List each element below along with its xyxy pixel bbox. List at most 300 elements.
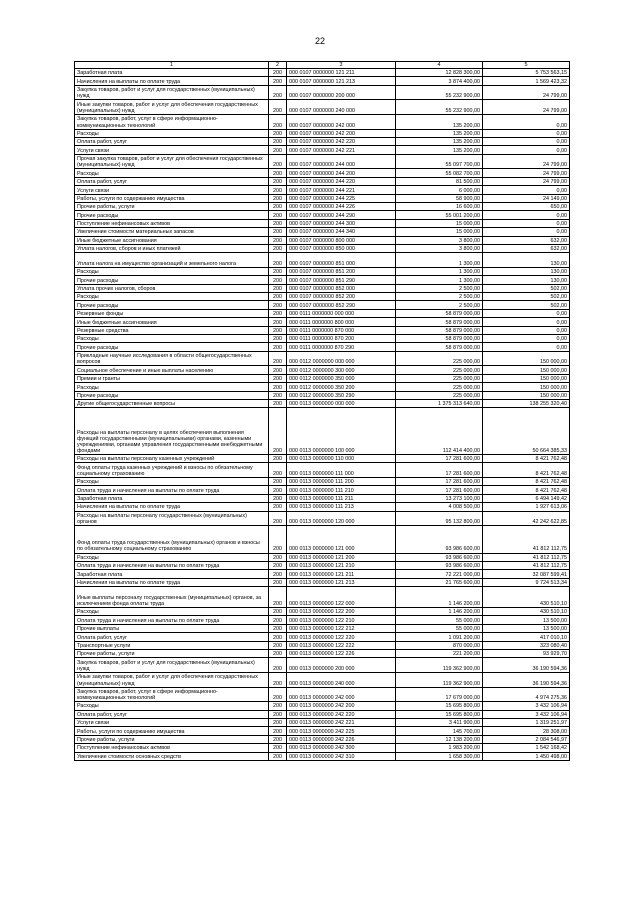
row-fact-cell: 8 421 762,48 (483, 454, 570, 462)
row-plan-cell: 145 700,00 (396, 727, 483, 735)
row-kbk-cell: 000 0113 0000000 242 000 (287, 687, 396, 702)
row-name-cell: Оплата работ, услуг (75, 177, 269, 185)
table-row (75, 744, 570, 752)
table-row (75, 194, 570, 202)
row-kbk-cell: 000 0112 0000000 350 290 (287, 391, 396, 399)
column-header: 2 (269, 62, 287, 69)
row-name-cell: Резервные фонды (75, 309, 269, 317)
row-fact-cell: 0,00 (483, 138, 570, 146)
row-kbk-cell: 000 0113 0000000 240 000 (287, 673, 396, 688)
table-row (75, 511, 570, 526)
row-fact-cell: 150 000,00 (483, 366, 570, 374)
row-name-cell: Прочие расходы (75, 391, 269, 399)
row-name-cell: Закупка товаров, работ и услуг для государственных (муниципальных) нужд (75, 658, 269, 673)
row-plan-cell: 6 000,00 (396, 186, 483, 194)
table-row (75, 326, 570, 334)
row-code-cell: 200 (269, 69, 287, 77)
row-fact-cell: 24 149,00 (483, 194, 570, 202)
row-plan-cell: 1 300,00 (396, 253, 483, 268)
row-kbk-cell: 000 0107 0000000 244 340 (287, 228, 396, 236)
column-header: 4 (396, 62, 483, 69)
row-code-cell: 200 (269, 570, 287, 578)
row-fact-cell: 632,00 (483, 244, 570, 252)
row-code-cell: 200 (269, 374, 287, 382)
row-code-cell: 200 (269, 687, 287, 702)
row-name-cell: Оплата труда и начисления на выплаты по оплате труда (75, 486, 269, 494)
row-plan-cell: 81 500,00 (396, 177, 483, 185)
row-name-cell: Транспортные услуги (75, 641, 269, 649)
row-name-cell: Расходы (75, 477, 269, 485)
row-name-cell: Фонд оплаты труда государственных (муниципальных) органов и взносы по обязательному социальному страхованию (75, 526, 269, 553)
row-fact-cell: 2 084 546,97 (483, 735, 570, 743)
row-plan-cell: 112 414 400,00 (396, 408, 483, 455)
row-fact-cell: 1 927 613,06 (483, 503, 570, 511)
row-plan-cell: 93 986 600,00 (396, 526, 483, 553)
table-row (75, 494, 570, 502)
row-fact-cell: 0,00 (483, 228, 570, 236)
row-kbk-cell: 000 0107 0000000 800 000 (287, 236, 396, 244)
row-kbk-cell: 000 0113 0000000 121 210 (287, 561, 396, 569)
row-plan-cell: 17 281 600,00 (396, 454, 483, 462)
row-plan-cell: 15 695 800,00 (396, 710, 483, 718)
row-kbk-cell: 000 0113 0000000 242 300 (287, 744, 396, 752)
row-name-cell: Оплата работ, услуг (75, 710, 269, 718)
row-fact-cell: 632,00 (483, 236, 570, 244)
row-kbk-cell: 000 0107 0000000 244 200 (287, 169, 396, 177)
row-code-cell: 200 (269, 624, 287, 632)
row-name-cell: Закупка товаров, работ, услуг в сфере информационно-коммуникационных технологий (75, 115, 269, 130)
row-kbk-cell: 000 0107 0000000 851 000 (287, 253, 396, 268)
row-name-cell: Расходы (75, 383, 269, 391)
row-plan-cell: 225 000,00 (396, 383, 483, 391)
row-fact-cell: 93 929,70 (483, 650, 570, 658)
row-plan-cell: 3 874 400,00 (396, 77, 483, 85)
row-plan-cell: 16 600,00 (396, 202, 483, 210)
table-row (75, 267, 570, 275)
row-fact-cell: 417 010,10 (483, 633, 570, 641)
row-code-cell: 200 (269, 293, 287, 301)
table-row (75, 366, 570, 374)
row-kbk-cell: 000 0113 0000000 122 210 (287, 616, 396, 624)
row-code-cell: 200 (269, 727, 287, 735)
row-kbk-cell: 000 0113 0000000 121 211 (287, 570, 396, 578)
row-fact-cell: 1 450 498,00 (483, 752, 570, 760)
row-code-cell: 200 (269, 673, 287, 688)
row-plan-cell: 1 983 200,00 (396, 744, 483, 752)
table-row (75, 608, 570, 616)
row-plan-cell: 1 658 300,00 (396, 752, 483, 760)
table-row (75, 735, 570, 743)
row-plan-cell: 1 300,00 (396, 276, 483, 284)
row-plan-cell: 3 800,00 (396, 244, 483, 252)
row-fact-cell: 42 242 622,85 (483, 511, 570, 526)
row-kbk-cell: 000 0112 0000000 000 000 (287, 351, 396, 366)
row-fact-cell: 0,00 (483, 115, 570, 130)
row-fact-cell: 0,00 (483, 335, 570, 343)
row-fact-cell: 502,00 (483, 301, 570, 309)
row-kbk-cell: 000 0112 0000000 300 000 (287, 366, 396, 374)
row-plan-cell: 135 200,00 (396, 146, 483, 154)
row-fact-cell: 8 421 762,48 (483, 477, 570, 485)
row-fact-cell: 1 542 168,42 (483, 744, 570, 752)
row-plan-cell: 17 281 600,00 (396, 486, 483, 494)
row-plan-cell: 58 900,00 (396, 194, 483, 202)
row-kbk-cell: 000 0107 0000000 242 220 (287, 138, 396, 146)
row-name-cell: Резервные средства (75, 326, 269, 334)
row-kbk-cell: 000 0107 0000000 852 200 (287, 293, 396, 301)
column-header: 5 (483, 62, 570, 69)
row-fact-cell: 430 510,10 (483, 587, 570, 608)
row-name-cell: Оплата работ, услуг (75, 138, 269, 146)
table-row (75, 454, 570, 462)
row-fact-cell: 0,00 (483, 326, 570, 334)
row-name-cell: Прочие расходы (75, 343, 269, 351)
table-row (75, 718, 570, 726)
row-fact-cell: 36 190 594,36 (483, 658, 570, 673)
row-name-cell: Расходы (75, 169, 269, 177)
row-fact-cell: 9 724 513,34 (483, 578, 570, 586)
row-code-cell: 200 (269, 553, 287, 561)
row-plan-cell: 58 879 000,00 (396, 335, 483, 343)
row-kbk-cell: 000 0107 0000000 851 200 (287, 267, 396, 275)
row-plan-cell: 1 375 313 640,00 (396, 399, 483, 407)
row-kbk-cell: 000 0111 0000000 000 000 (287, 309, 396, 317)
table-row (75, 616, 570, 624)
row-plan-cell: 3 411 900,00 (396, 718, 483, 726)
table-row (75, 399, 570, 407)
row-code-cell: 200 (269, 276, 287, 284)
row-kbk-cell: 000 0107 0000000 242 221 (287, 146, 396, 154)
row-kbk-cell: 000 0107 0000000 121 211 (287, 69, 396, 77)
row-code-cell: 200 (269, 154, 287, 169)
row-fact-cell: 150 000,00 (483, 351, 570, 366)
row-fact-cell: 0,00 (483, 219, 570, 227)
row-plan-cell: 1 146 200,00 (396, 608, 483, 616)
row-code-cell: 200 (269, 301, 287, 309)
row-fact-cell: 130,00 (483, 253, 570, 268)
row-plan-cell: 12 138 200,00 (396, 735, 483, 743)
row-kbk-cell: 000 0113 0000000 122 222 (287, 641, 396, 649)
row-name-cell: Увеличение стоимости основных средств (75, 752, 269, 760)
row-name-cell: Прочая закупка товаров, работ и услуг для обеспечения государственных (муниципальных) нужд (75, 154, 269, 169)
table-row (75, 154, 570, 169)
row-name-cell: Закупка товаров, работ, услуг в сфере информационно-коммуникационных технологий (75, 687, 269, 702)
row-code-cell: 200 (269, 526, 287, 553)
row-plan-cell: 2 500,00 (396, 284, 483, 292)
table-row (75, 710, 570, 718)
row-code-cell: 200 (269, 85, 287, 100)
row-fact-cell: 36 190 594,36 (483, 673, 570, 688)
row-fact-cell: 130,00 (483, 267, 570, 275)
row-fact-cell: 0,00 (483, 318, 570, 326)
row-name-cell: Прочие расходы (75, 276, 269, 284)
row-plan-cell: 135 200,00 (396, 138, 483, 146)
table-row (75, 486, 570, 494)
row-code-cell: 200 (269, 587, 287, 608)
table-row (75, 211, 570, 219)
table-row (75, 752, 570, 760)
row-kbk-cell: 000 0113 0000000 121 213 (287, 578, 396, 586)
table-row (75, 318, 570, 326)
row-plan-cell: 58 879 000,00 (396, 309, 483, 317)
table-row (75, 374, 570, 382)
row-kbk-cell: 000 0112 0000000 350 200 (287, 383, 396, 391)
row-kbk-cell: 000 0111 0000000 870 200 (287, 335, 396, 343)
row-code-cell: 200 (269, 253, 287, 268)
row-plan-cell: 17 281 600,00 (396, 463, 483, 478)
row-plan-cell: 225 000,00 (396, 391, 483, 399)
table-row (75, 408, 570, 455)
row-kbk-cell: 000 0107 0000000 244 300 (287, 219, 396, 227)
row-plan-cell: 4 008 500,00 (396, 503, 483, 511)
row-code-cell: 200 (269, 115, 287, 130)
row-kbk-cell: 000 0107 0000000 200 000 (287, 85, 396, 100)
row-name-cell: Работы, услуги по содержанию имущества (75, 727, 269, 735)
row-plan-cell: 15 000,00 (396, 228, 483, 236)
row-code-cell: 200 (269, 641, 287, 649)
row-name-cell: Услуги связи (75, 718, 269, 726)
row-fact-cell: 6 494 149,42 (483, 494, 570, 502)
table-row (75, 503, 570, 511)
row-fact-cell: 41 812 112,75 (483, 553, 570, 561)
row-fact-cell: 1 319 251,97 (483, 718, 570, 726)
row-plan-cell: 3 800,00 (396, 236, 483, 244)
row-plan-cell: 58 879 000,00 (396, 343, 483, 351)
row-fact-cell: 24 799,00 (483, 177, 570, 185)
row-code-cell: 200 (269, 309, 287, 317)
row-fact-cell: 3 432 106,94 (483, 702, 570, 710)
row-code-cell: 200 (269, 318, 287, 326)
table-row (75, 383, 570, 391)
row-code-cell: 200 (269, 511, 287, 526)
row-plan-cell: 2 500,00 (396, 293, 483, 301)
table-row (75, 309, 570, 317)
row-plan-cell: 55 232 900,00 (396, 100, 483, 115)
row-fact-cell: 0,00 (483, 146, 570, 154)
row-fact-cell: 8 421 762,48 (483, 463, 570, 478)
row-kbk-cell: 000 0107 0000000 244 290 (287, 211, 396, 219)
row-kbk-cell: 000 0113 0000000 242 200 (287, 702, 396, 710)
table-row (75, 658, 570, 673)
row-plan-cell: 15 000,00 (396, 219, 483, 227)
table-row (75, 169, 570, 177)
row-code-cell: 200 (269, 211, 287, 219)
row-code-cell: 200 (269, 169, 287, 177)
row-fact-cell: 3 432 106,94 (483, 710, 570, 718)
table-row (75, 587, 570, 608)
row-plan-cell: 221 200,00 (396, 650, 483, 658)
table-row (75, 284, 570, 292)
table-row (75, 570, 570, 578)
row-kbk-cell: 000 0107 0000000 850 000 (287, 244, 396, 252)
table-row (75, 477, 570, 485)
row-code-cell: 200 (269, 735, 287, 743)
row-fact-cell: 41 812 112,75 (483, 526, 570, 553)
table-row (75, 578, 570, 586)
row-plan-cell: 93 986 600,00 (396, 553, 483, 561)
row-fact-cell: 32 087 599,41 (483, 570, 570, 578)
table-row (75, 100, 570, 115)
table-row (75, 85, 570, 100)
row-code-cell: 200 (269, 366, 287, 374)
row-fact-cell: 0,00 (483, 129, 570, 137)
row-fact-cell: 24 799,00 (483, 169, 570, 177)
table-row (75, 129, 570, 137)
row-fact-cell: 4 974 275,36 (483, 687, 570, 702)
row-plan-cell: 55 097 700,00 (396, 154, 483, 169)
row-kbk-cell: 000 0113 0000000 110 000 (287, 454, 396, 462)
row-fact-cell: 24 799,00 (483, 100, 570, 115)
row-name-cell: Расходы (75, 553, 269, 561)
row-name-cell: Иные закупки товаров, работ и услуг для обеспечения государственных (муниципальных) нужд (75, 100, 269, 115)
row-name-cell: Уплата прочих налогов, сборов (75, 284, 269, 292)
row-kbk-cell: 000 0111 0000000 870 290 (287, 343, 396, 351)
row-name-cell: Прочие расходы (75, 301, 269, 309)
row-name-cell: Прочие расходы (75, 211, 269, 219)
row-code-cell: 200 (269, 219, 287, 227)
table-row (75, 343, 570, 351)
row-name-cell: Расходы (75, 129, 269, 137)
row-name-cell: Расходы на выплаты персоналу в целях обеспечения выполнения функций государственными (муниципальными) органами, казенными учреждениями, органами управления государственными внебюджетными фондами (75, 408, 269, 455)
row-code-cell: 200 (269, 608, 287, 616)
table-row (75, 244, 570, 252)
row-name-cell: Другие общегосударственные вопросы (75, 399, 269, 407)
row-kbk-cell: 000 0113 0000000 111 200 (287, 477, 396, 485)
row-plan-cell: 225 000,00 (396, 366, 483, 374)
row-name-cell: Заработная плата (75, 570, 269, 578)
row-kbk-cell: 000 0113 0000000 122 212 (287, 624, 396, 632)
table-row (75, 293, 570, 301)
row-fact-cell: 24 799,00 (483, 154, 570, 169)
row-fact-cell: 1 569 423,32 (483, 77, 570, 85)
row-name-cell: Фонд оплаты труда казенных учреждений и взносы по обязательному социальному страхованию (75, 463, 269, 478)
row-code-cell: 200 (269, 650, 287, 658)
table-row (75, 146, 570, 154)
row-kbk-cell: 000 0107 0000000 242 000 (287, 115, 396, 130)
table-row (75, 228, 570, 236)
row-plan-cell: 1 091 200,00 (396, 633, 483, 641)
table-row (75, 115, 570, 130)
row-fact-cell: 41 812 112,75 (483, 561, 570, 569)
table-row (75, 301, 570, 309)
row-kbk-cell: 000 0113 0000000 121 200 (287, 553, 396, 561)
table-row (75, 202, 570, 210)
table-row (75, 186, 570, 194)
row-fact-cell: 502,00 (483, 293, 570, 301)
row-plan-cell: 21 765 600,00 (396, 578, 483, 586)
row-code-cell: 200 (269, 463, 287, 478)
row-code-cell: 200 (269, 202, 287, 210)
row-name-cell: Иные бюджетные ассигнования (75, 236, 269, 244)
row-kbk-cell: 000 0107 0000000 852 000 (287, 284, 396, 292)
row-plan-cell: 17 281 600,00 (396, 477, 483, 485)
table-row (75, 641, 570, 649)
row-code-cell: 200 (269, 408, 287, 455)
row-code-cell: 200 (269, 658, 287, 673)
table-row (75, 526, 570, 553)
page-number: 22 (314, 36, 325, 46)
row-plan-cell: 72 221 000,00 (396, 570, 483, 578)
row-code-cell: 200 (269, 752, 287, 760)
row-name-cell: Расходы (75, 608, 269, 616)
row-fact-cell: 0,00 (483, 186, 570, 194)
row-code-cell: 200 (269, 138, 287, 146)
budget-execution-table (74, 61, 570, 761)
row-plan-cell: 15 695 800,00 (396, 702, 483, 710)
row-code-cell: 200 (269, 718, 287, 726)
row-code-cell: 200 (269, 284, 287, 292)
row-kbk-cell: 000 0113 0000000 000 000 (287, 399, 396, 407)
table-row (75, 687, 570, 702)
row-name-cell: Оплата работ, услуг (75, 633, 269, 641)
row-fact-cell: 150 000,00 (483, 374, 570, 382)
row-name-cell: Уплата налогов, сборов и иных платежей (75, 244, 269, 252)
row-kbk-cell: 000 0111 0000000 800 000 (287, 318, 396, 326)
row-kbk-cell: 000 0113 0000000 111 000 (287, 463, 396, 478)
table-row (75, 673, 570, 688)
row-kbk-cell: 000 0113 0000000 242 220 (287, 710, 396, 718)
row-kbk-cell: 000 0107 0000000 240 000 (287, 100, 396, 115)
row-kbk-cell: 000 0113 0000000 122 226 (287, 650, 396, 658)
row-fact-cell: 502,00 (483, 284, 570, 292)
row-plan-cell: 135 200,00 (396, 115, 483, 130)
row-name-cell: Оплата труда и начисления на выплаты по оплате труда (75, 616, 269, 624)
row-kbk-cell: 000 0107 0000000 852 290 (287, 301, 396, 309)
table-row (75, 253, 570, 268)
row-kbk-cell: 000 0107 0000000 244 220 (287, 177, 396, 185)
row-plan-cell: 55 082 700,00 (396, 169, 483, 177)
row-code-cell: 200 (269, 744, 287, 752)
row-plan-cell: 12 828 300,00 (396, 69, 483, 77)
table-row (75, 391, 570, 399)
row-kbk-cell: 000 0111 0000000 870 000 (287, 326, 396, 334)
table-row (75, 351, 570, 366)
row-code-cell: 200 (269, 146, 287, 154)
row-code-cell: 200 (269, 177, 287, 185)
row-code-cell: 200 (269, 578, 287, 586)
row-name-cell: Прочие работы, услуги (75, 202, 269, 210)
row-fact-cell: 13 500,00 (483, 624, 570, 632)
row-kbk-cell: 000 0113 0000000 242 225 (287, 727, 396, 735)
row-name-cell: Прочие работы, услуги (75, 735, 269, 743)
row-fact-cell: 8 421 762,48 (483, 486, 570, 494)
row-kbk-cell: 000 0113 0000000 242 310 (287, 752, 396, 760)
row-name-cell: Расходы (75, 293, 269, 301)
table-body (75, 62, 570, 761)
table-row (75, 633, 570, 641)
row-fact-cell: 13 500,00 (483, 616, 570, 624)
table-row (75, 702, 570, 710)
column-header: 3 (287, 62, 396, 69)
row-kbk-cell: 000 0113 0000000 100 000 (287, 408, 396, 455)
row-fact-cell: 650,00 (483, 202, 570, 210)
row-code-cell: 200 (269, 335, 287, 343)
row-name-cell: Социальное обеспечение и иные выплаты населению (75, 366, 269, 374)
row-code-cell: 200 (269, 454, 287, 462)
row-fact-cell: 130,00 (483, 276, 570, 284)
row-kbk-cell: 000 0113 0000000 111 210 (287, 486, 396, 494)
table-row (75, 77, 570, 85)
row-name-cell: Премии и гранты (75, 374, 269, 382)
row-fact-cell: 0,00 (483, 343, 570, 351)
table-row (75, 138, 570, 146)
row-code-cell: 200 (269, 633, 287, 641)
row-plan-cell: 1 300,00 (396, 267, 483, 275)
row-kbk-cell: 000 0113 0000000 200 000 (287, 658, 396, 673)
row-code-cell: 200 (269, 503, 287, 511)
row-fact-cell: 50 664 385,33 (483, 408, 570, 455)
row-name-cell: Иные выплаты персоналу государственных (муниципальных) органов, за исключением фонда оплаты труда (75, 587, 269, 608)
